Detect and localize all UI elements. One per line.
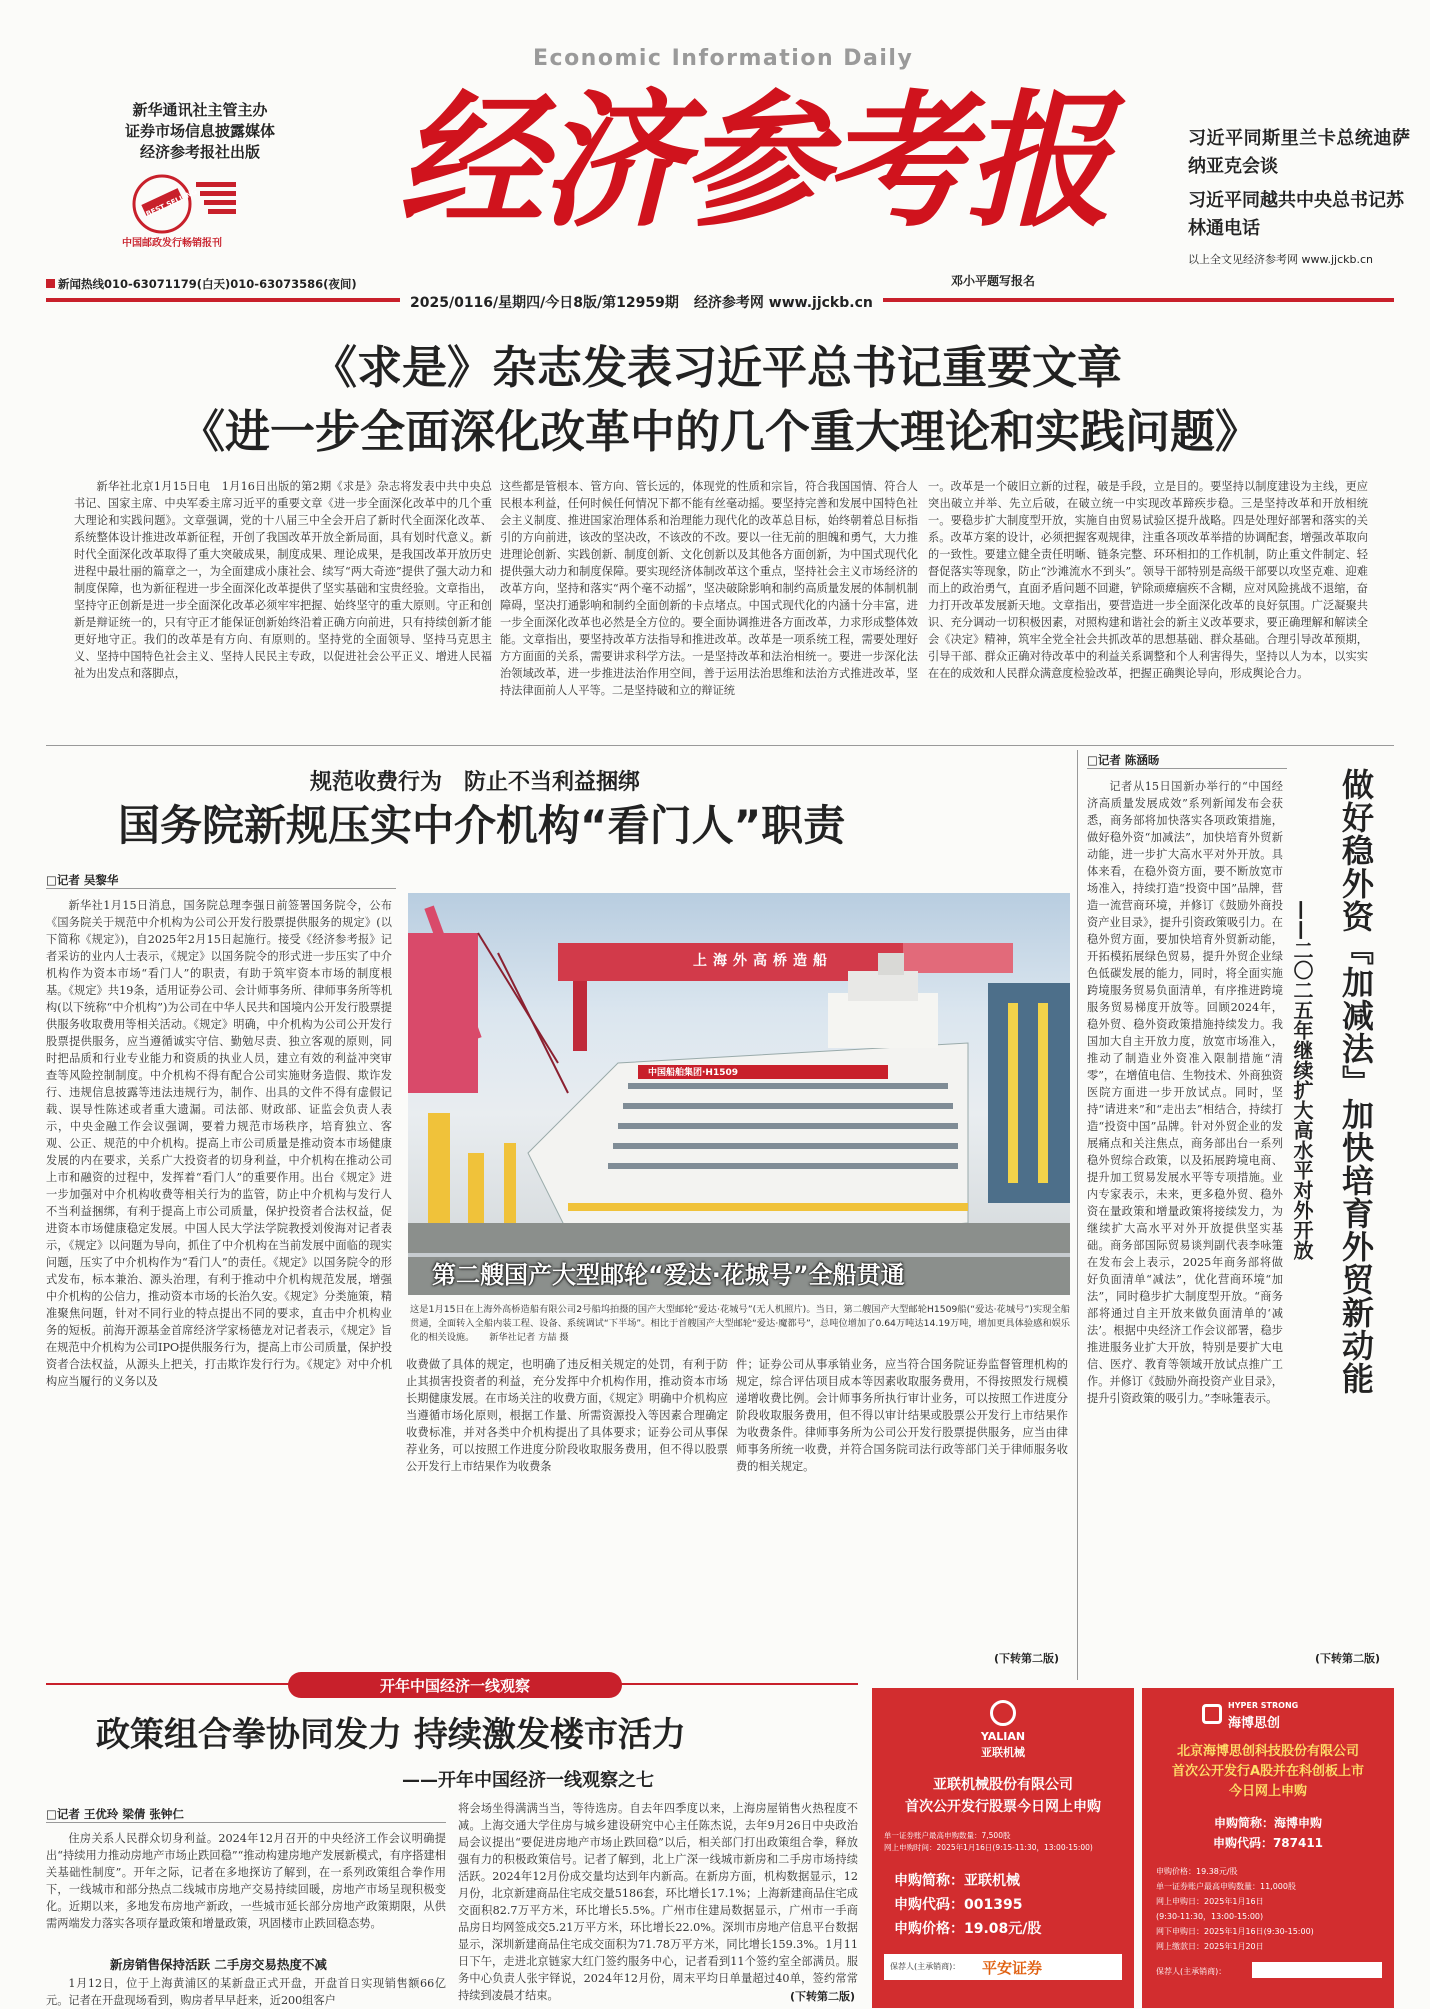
- photo-overlay-title: 第二艘国产大型邮轮“爱达·花城号”全船贯通: [432, 1261, 905, 1289]
- haibo-detail: 网上申购日：2025年1月16日: [1156, 1897, 1264, 1906]
- sponsor-line: 经济参考报社出版: [139, 143, 260, 161]
- sponsor-line: 新华通讯社主管主办: [132, 101, 268, 119]
- lead-rule: [46, 745, 1086, 746]
- haibo-detail: (9:30-11:30，13:00-15:00): [1156, 1912, 1264, 1921]
- haibo-headline-1: 首次公开发行A股并在科创板上市: [1171, 1764, 1365, 1779]
- yalian-code-3: 申购价格：19.08元/股: [894, 1921, 1042, 1937]
- lead-column-2: 这些都是管根本、管方向、管长远的，体现党的性质和宗旨，符合我国国情、符合人民根本利益，任何时候任何情况下都不能有丝毫动摇。要坚持完善和发展中国特色社会主义制度、推进国家治理体系和治理能力现代化的改革总目标，始终朝着总目标指引的方向前进，该改的坚决改，不该改的不改。要以一往无前的胆魄和勇气，大力推进理论创新、实践创新、制度创新、文化创新以及其他各方面创新，为中国式现代化提供强大动力和制度保障。要实现经济体制改革这个重点，坚持社会主义市场经济的改革方向，坚持和落实“两个毫不动摇”，坚决破除影响和制约高质量发展的体制机制障碍，坚决打通影响和制约全面创新的卡点堵点。中国式现代化的内涵十分丰富，进一步全面深化改革也必然是全方位的。要全面协调推进各方面改革，力求形成整体效能。文章指出，要坚持改革方法指导和推进改革。改革是一项系统工程，需要处理好方方面面的关系，需要讲求科学方法。一是坚持改革和法治相统一。要进一步深化法治领域改革，进一步推进法治作用空间，善于运用法治思维和法治方式推进改革，坚持法律面前人人平等。二是坚持破和立的辩证统: [500, 480, 918, 697]
- ad-yalian[interactable]: [872, 1688, 1134, 2008]
- trade-vertical-title[interactable]: 做好稳外资『加减法』加快培育外贸新动能: [1337, 768, 1375, 1395]
- intermediary-byline: □记者 吴黎华: [46, 873, 119, 887]
- yalian-logo-en: YALIAN: [980, 1730, 1026, 1743]
- trade-vertical-subtitle: ——二〇二五年继续扩大高水平对外开放: [1290, 900, 1314, 1260]
- haibo-code-2: 申购代码：787411: [1212, 1836, 1324, 1850]
- right-note: 以上全文见经济参考网 www.jjckb.cn: [1188, 253, 1374, 266]
- haibo-brand-en: HYPER STRONG: [1228, 1701, 1299, 1710]
- haibo-code-1: 申购简称：海博申购: [1213, 1816, 1322, 1830]
- edition-bar: [400, 292, 883, 314]
- newspaper-title: 经济参考报: [398, 76, 1108, 247]
- lead-headline-1[interactable]: 《求是》杂志发表习近平总书记重要文章: [311, 341, 1122, 394]
- haibo-sponsor-label: 保荐人(主承销商)：: [1156, 1967, 1227, 1976]
- intermediary-headline[interactable]: 国务院新规压实中介机构“看门人”职责: [118, 801, 846, 850]
- property-subtitle: ——开年中国经济一线观察之七: [402, 1770, 654, 1791]
- gantry-banner: 上海外高桥造船: [693, 953, 833, 969]
- property-continued[interactable]: (下转第二版): [790, 1990, 856, 2003]
- ad-haibo[interactable]: [1142, 1688, 1394, 2008]
- intermediary-continued[interactable]: (下转第二版): [994, 1652, 1060, 1665]
- haibo-detail: 申购价格：19.38元/股: [1156, 1867, 1238, 1876]
- property-banner: 开年中国经济一线观察: [379, 1677, 530, 1695]
- lead-rule: [1078, 745, 1394, 746]
- intermediary-kicker: 规范收费行为 防止不当利益捆绑: [310, 770, 641, 795]
- haibo-company: 北京海博思创科技股份有限公司: [1176, 1744, 1359, 1759]
- yalian-logo-cn: 亚联机械: [981, 1746, 1025, 1759]
- right-headline-2[interactable]: 习近平同越共中央总书记苏林通电话: [1188, 190, 1404, 239]
- yalian-small-1: 单一证券账户最高申购数量：7,500股: [884, 1831, 1011, 1840]
- lead-column-1: 新华社北京1月15日电 1月16日出版的第2期《求是》杂志将发表中共中央总书记、国家主席、中央军委主席习近平的重要文章《进一步全面深化改革中的几个重大理论和实践问题》。文章强调，党的十八届三中全会开启了新时代全面深化改革、系统整体设计推进改革新征程，开创了我国改革开放全新局面，具有划时代意义。新时代全面深化改革取得了重大突破成果，制度成果、理论成果，是我国改革开放历史进程中最壮丽的篇章之一，为全面建成小康社会、续写“两大奇迹”提供了强大动力和制度保障，也为新征程进一步全面深化改革提供了坚实基础和宝贵经验。文章指出，坚持守正创新是进一步全面深化改革必须牢牢把握、始终坚守的重大原则。守正和创新是辩证统一的，只有守正才能保证创新始终沿着正确方向前进，只有持续创新才能更好地守正。我们的改革是有方向、有原则的。坚持党的全面领导、坚持马克思主义、坚持中国特色社会主义、坚持人民民主专政，以促进社会公平正义、增进人民福祉为出发点和落脚点，: [74, 480, 492, 680]
- intermediary-column-1: 新华社1月15日消息，国务院总理李强日前签署国务院令，公布《国务院关于规范中介机构为公司公开发行股票提供服务的规定》(以下简称《规定》)，自2025年2月15日起施行。接受《经济参考报》记者采访的业内人士表示，《规定》以国务院令的形式进一步压实了中介机构作为资本市场“看门人”的职责，有助于筑牢资本市场的制度根基。《规定》共19条，适用证券公司、会计师事务所、律师事务所等机构(以下统称“中介机构”)为公司在中华人民共和国境内公开发行股票提供服务收取费用等相关活动。《规定》明确，中介机构为公司公开发行股票提供服务，应当遵循诚实守信、勤勉尽责、独立客观的原则，同时把品质和行业专业能力和资质的执业人员，建立有效的利益冲突审查等风险控制制度。中介机构不得有配合公司实施财务造假、欺诈发行、违规信息披露等违法违规行为，制作、出具的文件不得有虚假记载、误导性陈述或者重大遗漏。司法部、财政部、证监会负责人表示，中央金融工作会议强调，要着力规范市场秩序，培育独立、客观、公正、规范的中介机构。提高上市公司质量是推动资本市场健康发展的内在要求，关系广大投资者的切身利益，中介机构在推动公司上市和融资的过程中，发挥着“看门人”的重要作用。出台《规定》进一步加强对中介机构收费等相关行为的监管，防止中介机构与发行人不当利益捆绑，有利于提高上市公司质量，保护投资者合法权益，促进资本市场健康稳定发展。中国人民大学法学院教授刘俊海对记者表示，《规定》以问题为导向，抓住了中介机构在当前发展中面临的现实问题，压实了中介机构作为“看门人”的责任。《规定》以国务院令的形式发布，标本兼治、源头治理，有利于推动中介机构规范发展，增强中介机构的公信力，推动资本市场的长治久安。《规定》分类施策，精准聚焦问题，针对不同行业的特点提出不同的要求，直击中介机构业务的短板。前海开源基金首席经济学家杨德龙对记者表示，《规定》旨在规范中介机构为公司IPO提供服务行为，提高上市公司质量，保护投资者合法权益，从源头上把关，打击欺诈发行行为。《规定》对中介机构应当履行的义务以及: [46, 899, 392, 1388]
- property-column-1b: 1月12日，位于上海黄浦区的某新盘正式开盘，开盘首日实现销售额66亿元。记者在开盘现场看到，购房者早早赶来，近200组客户: [46, 1977, 446, 2007]
- yalian-logo-icon: [990, 1700, 1016, 1726]
- haibo-details: [1156, 1864, 1380, 1954]
- haibo-brand-cn: 海博思创: [1228, 1716, 1281, 1731]
- top-right-headlines: [1188, 125, 1410, 267]
- postal-text: 中国邮政发行畅销报刊: [122, 238, 222, 249]
- byline-rule: [46, 888, 396, 889]
- yalian-sponsor: 平安证券: [982, 1959, 1043, 1977]
- property-byline: □记者 王优玲 梁倩 张钟仁: [46, 1807, 184, 1821]
- haibo-logo-icon: [1202, 1704, 1222, 1724]
- photo-credit: 新华社记者 方喆 摄: [489, 1332, 569, 1343]
- yalian-code-2: 申购代码：001395: [894, 1897, 1023, 1913]
- calligraphy-credit: 邓小平题写报名: [951, 274, 1036, 288]
- english-masthead: Economic Information Daily: [533, 46, 914, 71]
- hotline-text: 新闻热线010-63071179(白天)010-63073586(夜间): [58, 277, 357, 291]
- lead-column-3: 一。改革是一个破旧立新的过程，破是手段，立是目的。要坚持以制度建设为主线，更应突出破立并举、先立后破，在破立统一中实现改革蹄疾步稳。三是坚持改革和开放相统一。要稳步扩大制度型开放，实施自由贸易试验区提升战略。四是处理好部署和落实的关系。改革方案的设计，必须把握客观规律，注重各项改革举措的协调配套，增强改革取向的一致性。要建立健全责任明晰、链条完整、环环相扣的工作机制，防止重文件制定、轻督促落实等现象，防止“沙滩流水不到头”。领导干部特别是高级干部要以攻坚克难、迎难而上的政治勇气，直面矛盾问题不回避，铲除顽瘴痼疾不含糊，应对风险挑战不退缩，奋力打开改革发展新天地。文章指出，要营造进一步全面深化改革的良好氛围。广泛凝聚共识、充分调动一切积极因素，对照构建和谐社会的新主义改革要求，要正确理解和解读全会《决定》精神，筑牢全党全社会共抓改革的思想基础、群众基础。合理引导改革预期，引导干部、群众正确对待改革中的利益关系调整和个人利害得失，坚持以人为本，以实实在在的成效和人民群众满意度检验改革，把握正确舆论导向，形成舆论合力。: [928, 480, 1368, 680]
- site-line[interactable]: 经济参考网 www.jjckb.cn: [693, 295, 873, 311]
- intermediary-column-2: 收费做了具体的规定，也明确了违反相关规定的处罚，有利于防止其损害投资者的利益，充分发挥中介机构作用，推动资本市场长期健康发展。在市场关注的收费方面，《规定》明确中介机构应当遵循市场化原则，根据工作量、所需资源投入等因素合理确定收费标准，并对各类中介机构提出了具体要求；证券公司从事保荐业务，可以按照工作进度分阶段收取服务费用，但不得以股票公开发行上市结果作为收费条: [406, 1358, 728, 1473]
- property-headline[interactable]: 政策组合拳协同发力 持续激发楼市活力: [96, 1715, 686, 1755]
- haibo-sponsor-box: [1252, 1962, 1382, 1978]
- sponsor-line: 证券市场信息披露媒体: [124, 122, 275, 140]
- property-byline-rule: [46, 1822, 446, 1823]
- cruise-ship-photo[interactable]: [408, 893, 1070, 1295]
- caption-text: 这是1月15日在上海外高桥造船有限公司2号船坞拍摄的国产大型邮轮“爱达·花城号”(无人机照片)。当日，第二艘国产大型邮轮H1509船(“爱达·花城号”)实现全船贯通，全面转入全船内装工程、设备、系统调试“下半场”。相比于首艘国产大型邮轮“爱达·魔都号”，总吨位增加了0.64万吨达14.19万吨，增加更具体验感和娱乐化的相关设施。: [410, 1304, 1070, 1343]
- photo-caption: [410, 1303, 1070, 1345]
- property-column-2: 将会场坐得满满当当，等待选房。自去年四季度以来，上海房屋销售火热程度不减。上海交通大学住房与城乡建设研究中心主任陈杰说，去年9月26日中央政治局会议提出“要促进房地产市场止跌回稳”以后，相关部门打出政策组合拳，释放强有力的积极政策信号。记者了解到，北上广深一线城市新房和二手房市场持续活跃。2024年12月份成交量均达到年内新高。在新房方面，机构数据显示，12月份，北京新建商品住宅成交量5186套，环比增长17.1%；上海新建商品住宅成交面积82.7万平方米，环比增长5.5%。广州市住建局数据显示，广州市一手商品房日均网签成交5.21万平方米，环比增长22.0%。深圳市房地产信息平台数据显示，深圳新建商品住宅成交面积为71.78万平方米，同比增长159.3%。1月11日下午，走进北京链家大红门签约服务中心，记者看到11个签约室全部满员。服务中心负责人张宇铎说，2024年12月份，周末平均日单量超过40单，签约常常持续到凌晨才结束。: [458, 1802, 858, 2002]
- yalian-sponsor-label: 保荐人(主承销商)：: [890, 1962, 961, 1971]
- lead-headline-2[interactable]: 《进一步全面深化改革中的几个重大理论和实践问题》: [179, 405, 1260, 458]
- trade-continued[interactable]: (下转第二版): [1315, 1652, 1381, 1665]
- trade-byline: □记者 陈涵旸: [1087, 753, 1160, 767]
- news-hotline: [46, 276, 357, 292]
- haibo-headline-2: 今日网上申购: [1228, 1784, 1307, 1799]
- trade-body-top: 记者从15日国新办举行的“中国经济高质量发展成效”系列新闻发布会获悉，商务部将加快落实各项政策措施，做好稳外资“加减法”，加快培育外贸新动能，进一步扩大高水平对外开放。具体来看，在稳外资方面，要不断放宽市场准入，持续打造“投资中国”品牌，营造一流营商环境，并修订《鼓励外商投资产业目录》，提升引资政策吸引力。在稳外贸方面，要加快培育外贸新动能，开拓模拓展绿色贸易，提升外贸企业绿色低碳发展的能力，同时，将全面实施跨境服务贸易负面清单，有序推进跨境服务贸易梯度开放等。回顾2024年，稳外贸、稳外资政策措施持续发力。我国加大自主开放力度，放宽市场准入，推动了制造业外资准入限制措施“清零”，在增值电信、生物技术、外商独资医院方面进一步开放试点。同时，坚持“请进来”和“走出去”相结合，持续打造“投资中国”品牌。针对外贸企业的发展痛点和关注焦点，商务部出台一系列稳外贸综合政策，以及拓展跨境电商、提升加工贸易发展水平等专项措施。业内专家表示，未来，更多稳外贸、稳外资在量政策和增量政策将接续发力，为继续扩大高水平对外开放提供坚实基础。商务部国际贸易谈判副代表李咏箑在发布会上表示，2025年商务部将做好负面清单“减法”，优化营商环境“加法”，同时稳步扩大制度型开放。“商务部将通过自主开放来做负面清单的‘减法’。根据中央经济工作会议部署，稳步推进服务业扩大开放，特别是要扩大电信、医疗、教育等领域开放试点推广工作。并修订《鼓励外商投资产业目录》，提升引资政策的吸引力。”李咏箑表示。: [1087, 780, 1283, 1405]
- yalian-company: 亚联机械股份有限公司: [933, 1777, 1073, 1793]
- hotline-icon: [46, 279, 55, 288]
- hull-text: 中国船舶集团·H1509: [648, 1068, 739, 1078]
- edition-line: 2025/0116/星期四/今日8版/第12959期: [410, 295, 679, 311]
- haibo-detail: 网上缴款日：2025年1月20日: [1156, 1942, 1264, 1951]
- badge-text: BEST SELLING: [144, 187, 199, 219]
- yalian-small-2: 网上申购时间：2025年1月16日(9:15-11:30，13:00-15:00): [884, 1843, 1093, 1852]
- intermediary-column-3: 件；证券公司从事承销业务，应当符合国务院证券监督管理机构的规定，综合评估项目成本等因素收取服务费用，不得按照发行规模递增收费比例。会计师事务所执行审计业务，可以按照工作进度分阶段收取服务费用，但不得以审计结果或股票公开发行上市结果作为收费条件。律师事务所为公司公开发行股票提供服务，应当由律师事务所统一收费，并符合国务院司法行政等部门关于律师服务收费的相关规定。: [736, 1358, 1068, 1473]
- best-selling-badge: [114, 168, 264, 252]
- yalian-code-1: 申购简称：亚联机械: [894, 1873, 1020, 1889]
- yalian-headline: 首次公开发行股票今日网上申购: [905, 1799, 1101, 1815]
- sponsor-lines: [90, 100, 310, 163]
- property-subhead: 新房销售保持活跃 二手房交易热度不减: [110, 1957, 327, 1972]
- haibo-detail: 网下申购日：2025年1月16日(9:30-15:00): [1156, 1927, 1314, 1936]
- column-divider: [1077, 750, 1078, 1680]
- property-column-1a: 住房关系人民群众切身利益。2024年12月召开的中央经济工作会议明确提出“持续用力推动房地产市场止跌回稳”“推动构建房地产发展新模式，有序搭建相关基础性制度”。开年之际，记者在多地探访了解到，在一系列政策组合拳作用下，一线城市和部分热点二线城市房地产交易持续回暖，房地产市场呈现积极变化。近期以来，多地发布房地产新政，一些城市延长部分房地产政策期限，从供需两端发力落实各项存量政策和增量政策，巩固楼市止跌回稳态势。: [46, 1832, 446, 1930]
- trade-byline-rule: [1087, 768, 1287, 769]
- right-headline-1[interactable]: 习近平同斯里兰卡总统迪萨纳亚克会谈: [1188, 128, 1410, 177]
- haibo-detail: 单一证券账户最高申购数量：11,000股: [1156, 1882, 1296, 1891]
